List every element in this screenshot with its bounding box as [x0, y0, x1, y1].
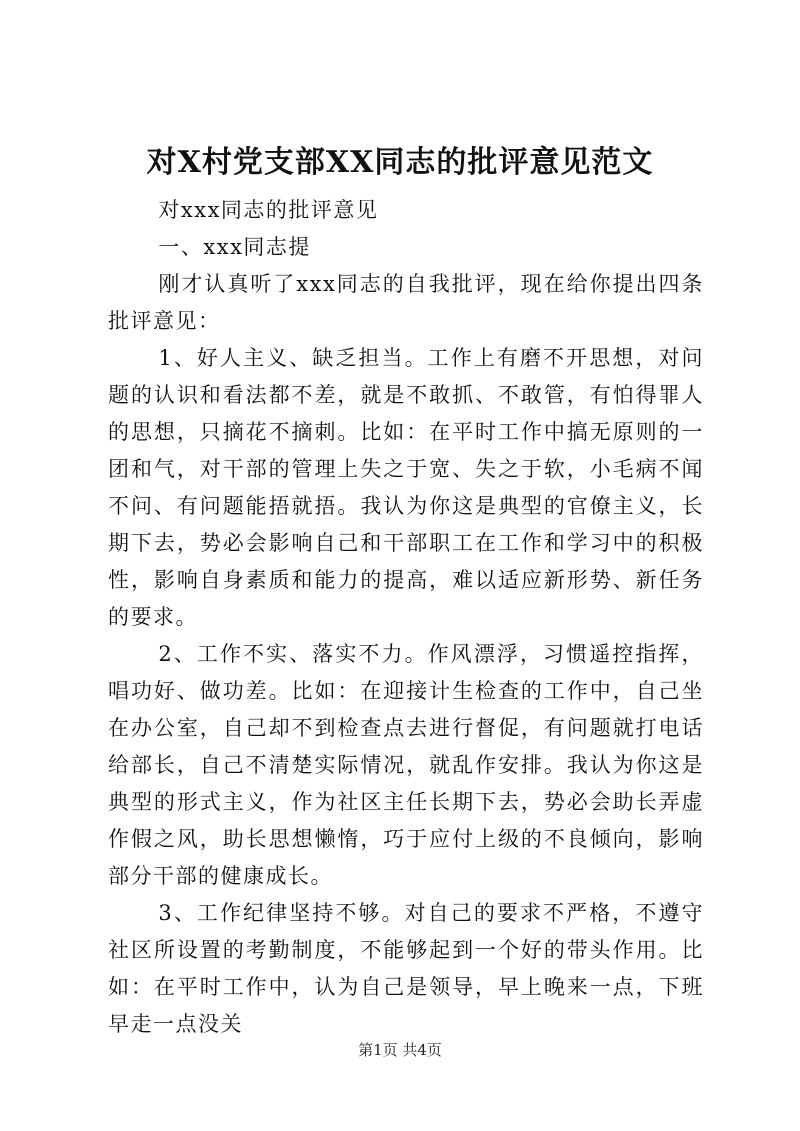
paragraph-point-2: 2、工作不实、落实不力。作风漂浮，习惯遥控指挥，唱功好、做功差。比如：在迎接计生检查的工作中，自己坐在办公室，自己却不到检查点去进行督促，有问题就打电话给部长，自己不清楚实际情况，就乱作安排。我认为你这是典型的形式主义，作为社区主任长期下去，势必会助长弄虚作假之风，助长思想懒惰，巧于应付上级的不良倾向，影响部分干部的健康成长。 [108, 642, 704, 888]
paragraph-point-1: 1、好人主义、缺乏担当。工作上有磨不开思想，对问题的认识和看法都不差，就是不敢抓、不敢管，有怕得罪人的思想，只摘花不摘刺。比如：在平时工作中搞无原则的一团和气，对干部的管理上失之于宽、失之于软，小毛病不闻不问、有问题能捂就捂。我认为你这是典型的官僚主义，长期下去，势必会影响自己和干部职工在工作和学习中的积极性，影响自身素质和能力的提高，难以适应新形势、新任务的要求。 [108, 346, 704, 629]
document-body [108, 192, 704, 1043]
paragraph-point-3: 3、工作纪律坚持不够。对自己的要求不严格，不遵守社区所设置的考勤制度，不能够起到一个好的带头作用。比如：在平时工作中，认为自己是领导，早上晚来一点，下班早走一点没关 [108, 901, 704, 1036]
paragraph-intro: 刚才认真听了xxx同志的自我批评，现在给你提出四条批评意见： [108, 272, 704, 333]
paragraph-section-heading: 一、xxx同志提 [158, 235, 311, 259]
paragraph-subtitle: 对xxx同志的批评意见 [158, 198, 379, 222]
page-title: 对X村党支部XX同志的批评意见范文 [146, 145, 654, 180]
page-number-footer: 第1页 共4页 [358, 1041, 442, 1059]
